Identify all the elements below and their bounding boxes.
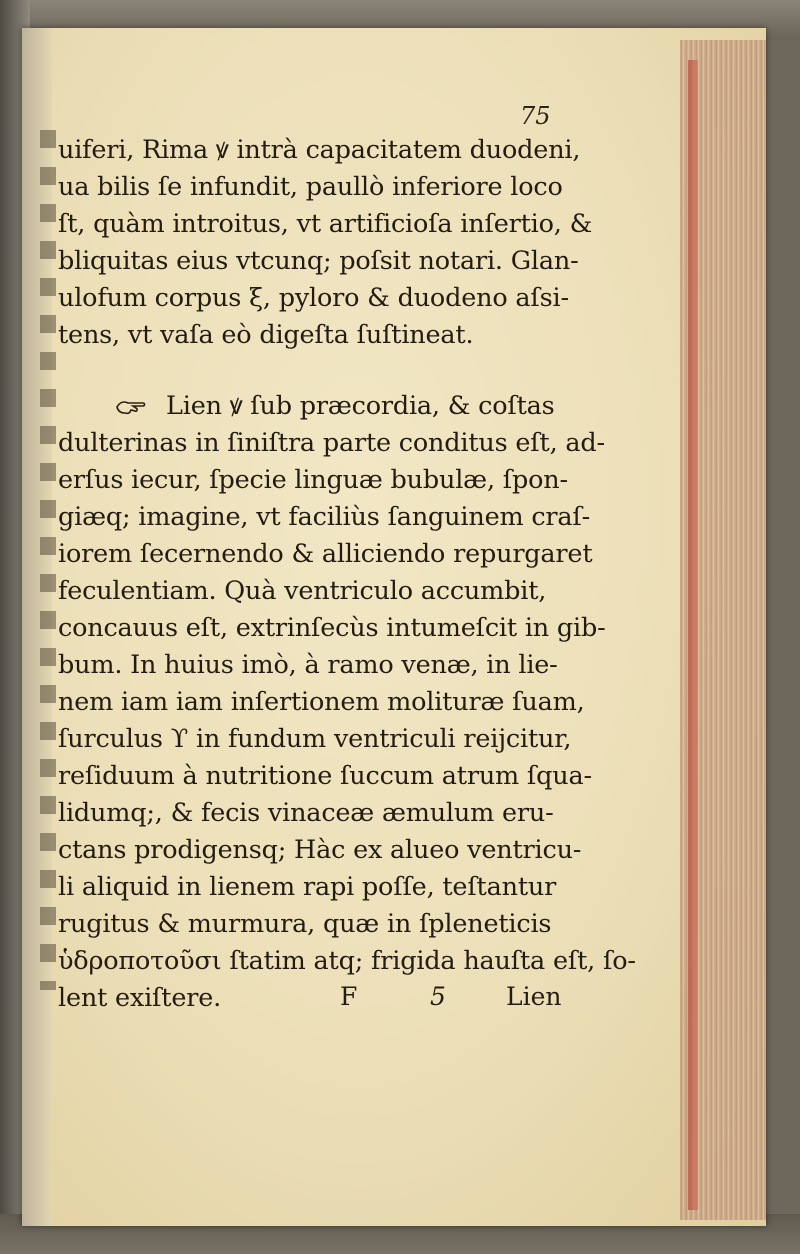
- text-line: feculentiam. Quà ventriculo accumbit,: [58, 576, 547, 606]
- text-line: bum. In huius imò, à ramo venæ, in lie-: [58, 650, 558, 680]
- text-line: giæq; imagine, vt faciliùs ſanguinem craſ-: [58, 502, 591, 532]
- pointing-hand-icon: [116, 398, 146, 416]
- text-line: iorem ſecernendo & alliciendo repurgaret: [58, 539, 593, 569]
- text-line: li aliquid in lienem rapi poſſe, teſtantur: [58, 872, 557, 902]
- text-line: rugitus & murmura, quæ in ſpleneticis: [58, 909, 552, 939]
- text-line: reſiduum à nutritione ſuccum atrum ſqua-: [58, 761, 592, 791]
- text-line: ὑδροποτοῦσι ſtatim atq; frigida hauſta eſt, ſo-: [58, 946, 636, 976]
- text-line: lidumq;, & fecis vinaceæ æmulum eru-: [58, 798, 554, 828]
- text-line: dulterinas in ſiniſtra parte conditus eſt, ad-: [58, 428, 605, 458]
- text-line: ſurculus ϒ in fundum ventriculi reijcitur,: [58, 724, 572, 754]
- text-line: ſt, quàm introitus, vt artificioſa inſertio, &: [58, 209, 593, 239]
- red-edge-stain: [688, 60, 698, 1210]
- text-line: uiferi, Rima ꝟ intrà capacitatem duodeni,: [58, 135, 581, 165]
- text-line: bliquitas eius vtcunq; poſsit notari. Glan-: [58, 246, 579, 276]
- paragraph-first-line: Lien ꝟ ſub præcordia, & coſtas: [166, 391, 555, 421]
- page-footer: [58, 982, 588, 1022]
- text-line: ctans prodigensq; Hàc ex alueo ventricu-: [58, 835, 582, 865]
- text-line: tens, vt vaſa eò digeſta ſuſtineat.: [58, 320, 474, 350]
- text-line: ulofum corpus ξ, pyloro & duodeno aſsi-: [58, 283, 569, 313]
- cut-off-letters: [40, 130, 56, 990]
- paragraph-start-line: [58, 388, 588, 425]
- paragraph-gap: [58, 354, 588, 388]
- text-line: erſus iecur, ſpecie linguæ bubulæ, ſpon-: [58, 465, 568, 495]
- text-line: lent exiſtere.: [58, 983, 222, 1013]
- signature-mark: F: [340, 982, 358, 1011]
- text-line: ua bilis ſe infundit, paullò inferiore loco: [58, 172, 563, 202]
- catchword: Lien: [506, 982, 562, 1011]
- text-line: concauus eſt, extrinſecùs intumeſcit in gib-: [58, 613, 606, 643]
- signature-number: 5: [430, 982, 446, 1011]
- text-line: nem iam iam inſertionem molituræ ſuam,: [58, 687, 585, 717]
- text-block: [58, 132, 636, 1017]
- page-number: 75: [520, 102, 551, 130]
